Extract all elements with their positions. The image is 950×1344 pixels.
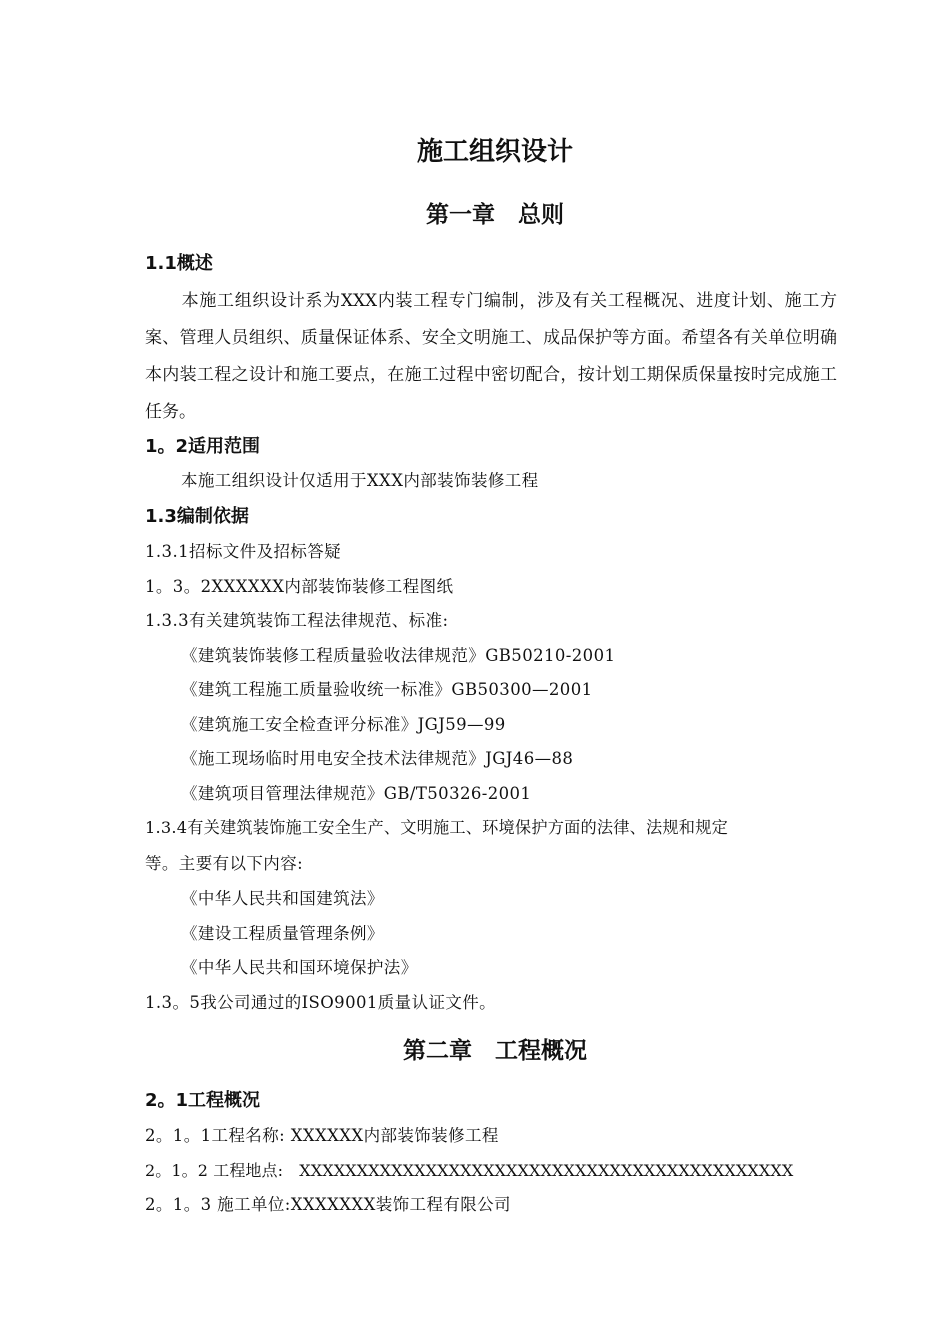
section-1-3-heading: 1.3编制依据 (145, 506, 249, 527)
section-2-1-heading: 2。1工程概况 (145, 1090, 261, 1111)
section-1-1-paragraph (145, 283, 837, 431)
section-1-2-heading: 1。2适用范围 (145, 436, 261, 457)
item-1-3-4-continued: 等。主要有以下内容: (145, 854, 304, 873)
item-2-1-2: 2。1。2 工程地点: XXXXXXXXXXXXXXXXXXXXXXXXXXXXXXXXXXXXXXXXXXX (145, 1161, 794, 1180)
standard-item: 《建筑项目管理法律规范》GB/T50326-2001 (181, 784, 532, 803)
chapter-2-heading: 第二章 工程概况 (403, 1038, 587, 1064)
standard-item: 《建筑施工安全检查评分标准》JGJ59—99 (181, 715, 506, 734)
law-item: 《建设工程质量管理条例》 (181, 924, 384, 943)
standard-item: 《施工现场临时用电安全技术法律规范》JGJ46—88 (181, 749, 574, 768)
law-item: 《中华人民共和国环境保护法》 (181, 958, 418, 977)
section-1-1-text: 本施工组织设计系为XXX内装工程专门编制，涉及有关工程概况、进度计划、施工方案、管理人员组织、质量保证体系、安全文明施工、成品保护等方面。希望各有关单位明确本内装工程之设计和施工要点，在施工过程中密切配合，按计划工期保质保量按时完成施工任务。 (145, 291, 837, 422)
item-1-3-1: 1.3.1招标文件及招标答疑 (145, 542, 342, 561)
standard-item: 《建筑装饰装修工程质量验收法律规范》GB50210-2001 (181, 646, 616, 665)
item-2-1-1: 2。1。1工程名称: XXXXXX内部装饰装修工程 (145, 1126, 499, 1145)
section-1-2-text: 本施工组织设计仅适用于XXX内部装饰装修工程 (181, 471, 539, 490)
item-1-3-5: 1.3。5我公司通过的ISO9001质量认证文件。 (145, 993, 497, 1012)
item-1-3-4: 1.3.4有关建筑装饰施工安全生产、文明施工、环境保护方面的法律、法规和规定 (145, 818, 728, 837)
section-1-1-heading: 1.1概述 (145, 253, 213, 274)
law-item: 《中华人民共和国建筑法》 (181, 889, 384, 908)
document-title: 施工组织设计 (416, 137, 573, 167)
chapter-1-heading: 第一章 总则 (426, 202, 564, 228)
item-2-1-3: 2。1。3 施工单位:XXXXXXX装饰工程有限公司 (145, 1195, 511, 1214)
item-1-3-3: 1.3.3有关建筑装饰工程法律规范、标准: (145, 611, 449, 630)
standard-item: 《建筑工程施工质量验收统一标准》GB50300—2001 (181, 680, 593, 699)
item-1-3-2: 1。3。2XXXXXX内部装饰装修工程图纸 (145, 577, 454, 596)
